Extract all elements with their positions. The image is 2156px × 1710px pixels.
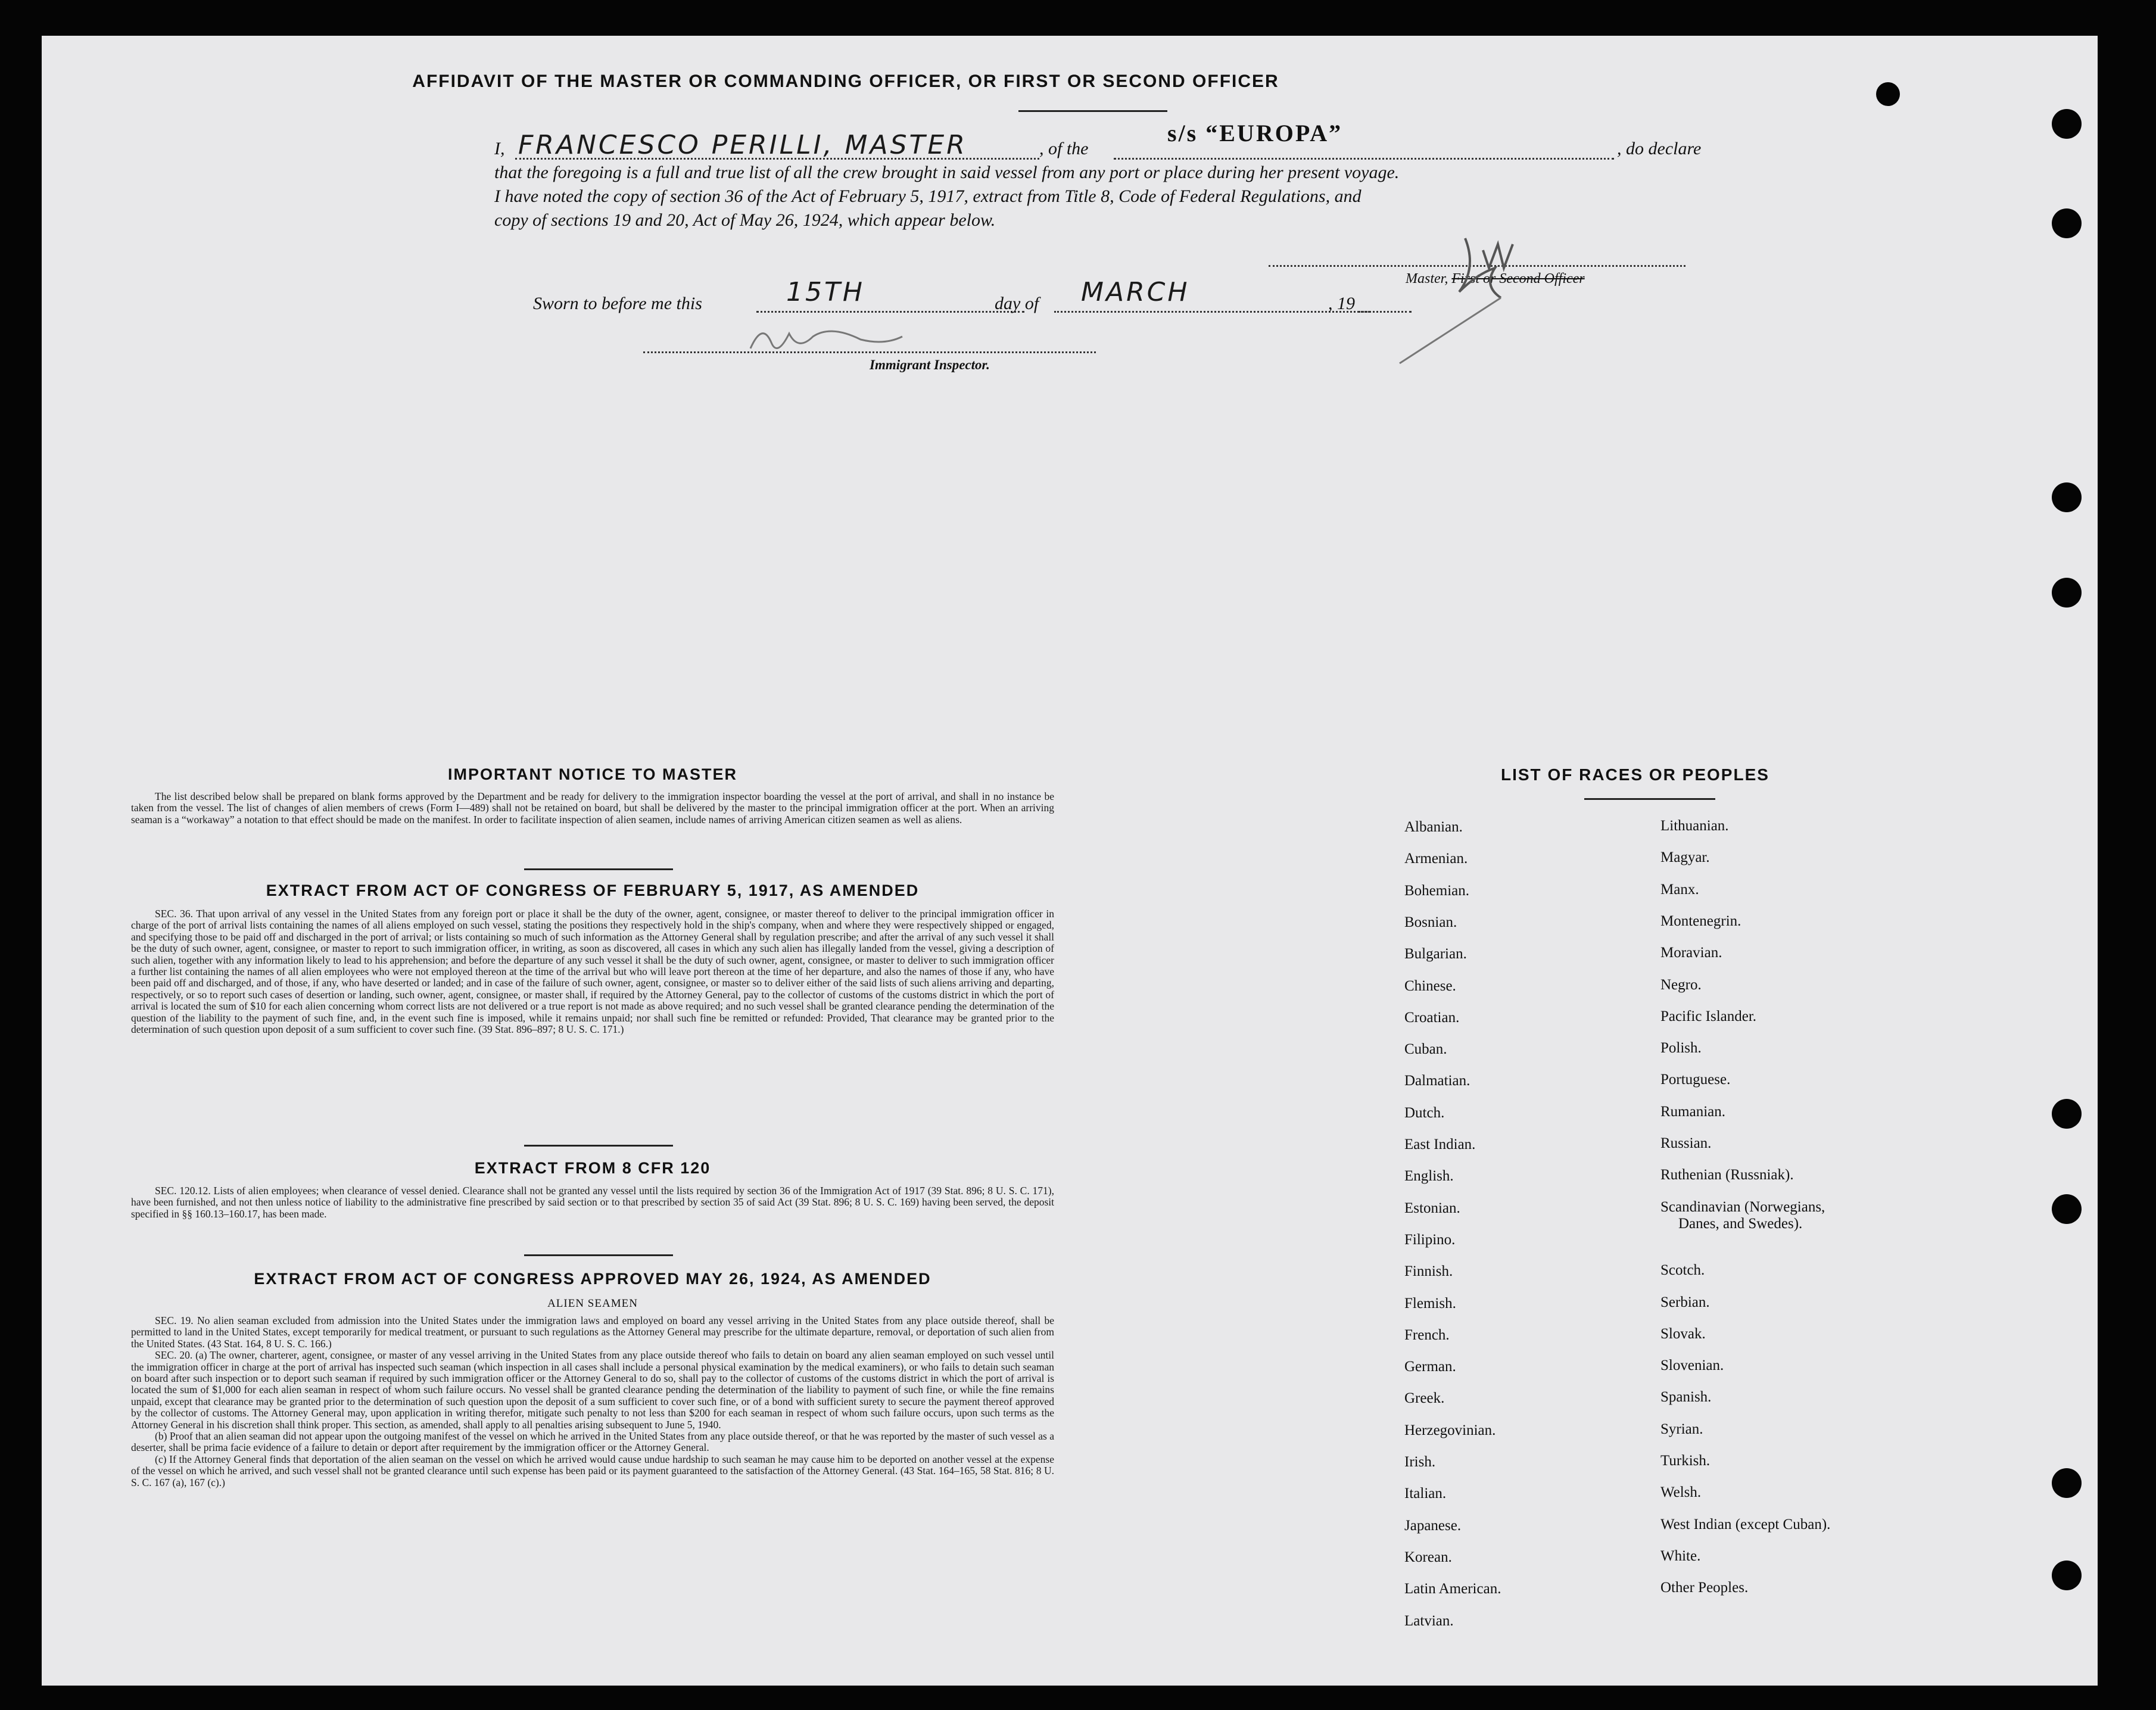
- race-item: Manx.: [1660, 881, 1699, 898]
- race-item: Korean.: [1404, 1549, 1452, 1565]
- race-item: Italian.: [1404, 1485, 1447, 1502]
- name-dotted-line: [515, 158, 1039, 160]
- binder-hole: [2052, 1099, 2082, 1129]
- race-item: Irish.: [1404, 1454, 1436, 1470]
- race-item: Portuguese.: [1660, 1072, 1731, 1088]
- race-item: Dalmatian.: [1404, 1073, 1470, 1089]
- notice-text: The list described below shall be prepared on blank forms approved by the Department and be ready for delivery to the immigration inspector boarding the vessel at the port of arrival, and shall in no instance be taken from the vessel. The list of changes of alien members of crews (Form I—489) shall not be retained on board, but shall be delivered by the master to the principal immigration officer at the port. When an arriving seaman is a “workaway” a notation to that effect should be made on the manifest. In order to facilitate inspection of alien seamen, include names of arriving American citizen seamen as well as aliens.: [131, 790, 1054, 826]
- sworn-month-handwritten: MARCH: [1081, 277, 1190, 307]
- race-item: Pacific Islander.: [1660, 1008, 1757, 1024]
- race-item: Japanese.: [1404, 1517, 1462, 1534]
- binder-hole: [2052, 1468, 2082, 1498]
- race-item: Dutch.: [1404, 1104, 1445, 1121]
- race-item: French.: [1404, 1326, 1450, 1343]
- month-dotted-line: [1054, 311, 1370, 313]
- extract-1917-body: [131, 908, 1054, 1035]
- notice-divider: [524, 868, 673, 870]
- day-dotted-line: [756, 311, 1024, 313]
- alien-seamen-subheading: ALIEN SEAMEN: [547, 1297, 638, 1310]
- document-page: [42, 36, 2098, 1686]
- race-item: West Indian (except Cuban).: [1660, 1516, 1831, 1533]
- sworn-prefix: Sworn to before me this: [533, 294, 702, 313]
- race-item: Bulgarian.: [1404, 946, 1467, 963]
- race-item: Herzegovinian.: [1404, 1422, 1496, 1438]
- binder-hole: [1876, 82, 1900, 106]
- races-divider: [1584, 798, 1715, 800]
- binder-hole: [2052, 109, 2082, 139]
- race-item: Welsh.: [1660, 1484, 1702, 1501]
- race-item: Negro.: [1660, 976, 1702, 993]
- binder-hole: [2052, 1194, 2082, 1224]
- race-item: Estonian.: [1404, 1200, 1460, 1216]
- extract-1917-divider: [524, 1145, 673, 1147]
- master-name-handwritten: FRANCESCO PERILLI, MASTER: [518, 130, 967, 160]
- race-item: Rumanian.: [1660, 1103, 1726, 1120]
- extract-cfr-text: SEC. 120.12. Lists of alien employees; when clearance of vessel denied. Clearance shall not be granted any vessel until the lists required by section 36 of the Immigration Act of 1917 (39 Stat. 896; 8 U. S. C. 171), have been furnished, and not then unless notice of liability to the administrative fine prescribed by said section or to that prescribed by section 35 of said Act (39 Stat. 896; 8 U. S. C. 169) having been served, the deposit specified in §§ 160.13–160.17, has been made.: [131, 1185, 1054, 1220]
- title-divider: [1018, 110, 1167, 112]
- master-signature: [1394, 226, 1572, 369]
- inspector-signature: [744, 316, 911, 363]
- vessel-dotted-line: [1114, 158, 1614, 160]
- race-item: Danes, and Swedes).: [1678, 1215, 1803, 1232]
- race-item: Chinese.: [1404, 977, 1456, 994]
- race-item: Armenian.: [1404, 851, 1468, 867]
- notice-body: [131, 791, 1054, 826]
- race-item: Latvian.: [1404, 1612, 1454, 1629]
- race-item: Albanian.: [1404, 819, 1463, 835]
- race-item: Croatian.: [1404, 1009, 1460, 1026]
- sworn-day-handwritten: 15TH: [786, 277, 865, 307]
- race-item: Polish.: [1660, 1040, 1702, 1057]
- binder-hole: [2052, 208, 2082, 238]
- race-item: Turkish.: [1660, 1453, 1711, 1469]
- sec-19-text: SEC. 19. No alien seaman excluded from admission into the United States under the immigration laws and employed on board any vessel arriving in the United States from any place outside thereof, shall be permitted to land in the United States, except temporarily for medical treatment, or pursuant to such regulations as the Attorney General may prescribe for the ultimate departure, removal, or deportation of such alien from the United States. (43 Stat. 164, 8 U. S. C. 166.): [131, 1315, 1054, 1350]
- race-item: Slovenian.: [1660, 1357, 1724, 1374]
- race-item: Greek.: [1404, 1390, 1445, 1407]
- notice-heading: IMPORTANT NOTICE TO MASTER: [448, 765, 737, 783]
- binder-hole: [2052, 578, 2082, 608]
- extract-cfr-body: [131, 1185, 1054, 1220]
- officer-struck-label: First or Second Officer: [1451, 271, 1585, 286]
- race-item: Slovak.: [1660, 1325, 1706, 1342]
- race-item: Bosnian.: [1404, 914, 1457, 930]
- race-item: Lithuanian.: [1660, 818, 1729, 834]
- race-item: Serbian.: [1660, 1294, 1710, 1310]
- vessel-name: s/s “EUROPA”: [1167, 120, 1343, 147]
- sec-20b-text: (b) Proof that an alien seaman did not appear upon the outgoing manifest of the vessel on which he arrived in the United States from any place outside thereof, or that he was reported by the master of such vessel as a deserter, shall be prima facie evidence of a failure to detain or deport after requirement by the immigration officer or the Attorney General.: [131, 1430, 1054, 1454]
- race-item: White.: [1660, 1547, 1701, 1564]
- race-item: Scotch.: [1660, 1262, 1705, 1279]
- extract-1924-body: [131, 1315, 1054, 1488]
- extract-1924-heading: EXTRACT FROM ACT OF CONGRESS APPROVED MAY 26, 1924, AS AMENDED: [254, 1270, 931, 1288]
- race-item: Cuban.: [1404, 1041, 1447, 1058]
- race-item: Scandinavian (Norwegians,: [1660, 1198, 1825, 1215]
- race-item: Moravian.: [1660, 945, 1722, 961]
- affidavit-line-4: copy of sections 19 and 20, Act of May 26, 1924, which appear below.: [494, 210, 996, 230]
- race-item: Spanish.: [1660, 1389, 1712, 1406]
- sec-20a-text: SEC. 20. (a) The owner, charterer, agent, consignee, or master of any vessel arriving in the United States from any place outside thereof who fails to detain on board any alien seaman employed on such vessel until the immigration officer in charge at the port of arrival has inspected such seaman (which inspection in all cases shall include a personal physical examination by the medical examiners), or who fails to detain such seaman on board after such inspection or to deport such seaman if required by such immigration officer or the Attorney General to do so, shall pay to the collector of customs of the customs district in which the port of arrival is located the sum of $1,000 for each alien seaman in respect of whom such failure occurs. No vessel shall be granted clearance pending the determination of the liability to payment of such fine, or while the fine remains unpaid, except that clearance may be granted prior to the determination of such question upon the deposit of a sum sufficient to cover such fine, or of a bond with sufficient surety to secure the payment thereof approved by the collector of customs. The Attorney General may, upon application in writing therefor, mitigate such penalty to not less than $200 for each seaman in respect of whom such failure occurs, upon such terms as the Attorney General in his discretion shall think proper. This section, as amended, shall apply to all penalties arising subsequent to June 5, 1940.: [131, 1349, 1054, 1431]
- race-item: Montenegrin.: [1660, 912, 1741, 929]
- affidavit-i-prefix: I,: [494, 139, 505, 158]
- day-of-label: day of: [995, 294, 1039, 313]
- extract-1917-text: SEC. 36. That upon arrival of any vessel in the United States from any foreign port or place it shall be the duty of the owner, agent, consignee, or master thereof to deliver to the principal immigration officer in charge of the port of arrival lists containing the names of all aliens employed on such vessel, stating the positions they respectively hold in the ship's company, when and where they were respectively shipped or engaged, and specifying those to be paid off and discharged in the port of arrival; or lists containing so much of such information as the Attorney General shall by regulation prescribe; and after the arrival of any such vessel it shall be the duty of such owner, agent, consignee, or master to report to such immigration officer, in writing, as soon as discovered, all cases in which any such alien has illegally landed from the vessel, giving a description of such alien, together with any information likely to lead to his apprehension; and before the departure of any such vessel it shall be the duty of such owner, agent, consignee, or master to deliver to such immigration officer a further list containing the names of all alien employees who were not employed thereon at the time of the arrival but who will leave port thereon at the time of her departure, and also the names of those if any, who have been paid off and discharged, and of those, if any, who have deserted or landed; and in case of the failure of such owner, agent, consignee, or master so to deliver either of the said lists of such aliens arriving and departing, respectively, or so to report such cases of desertion or landing, such owner, agent, consignee, or master shall, if required by the Attorney General, pay to the collector of customs of the customs district in which the port of arrival is located the sum of $10 for each alien concerning whom correct lists are not delivered or a true report is not made as above required; and no such vessel shall be granted clearance pending the determination of the question of the liability to the payment of such fine, and, in the event such fine is imposed, while it remains unpaid; nor shall such fine be remitted or refunded: Provided, That clearance may be granted prior to the determination of such question upon deposit of a sum sufficient to cover such fine. (39 Stat. 896–897; 8 U. S. C. 171.): [131, 908, 1054, 1036]
- race-item: Filipino.: [1404, 1231, 1456, 1248]
- master-label: Master,: [1406, 271, 1448, 286]
- extract-cfr-divider: [524, 1254, 673, 1256]
- affidavit-line-3: I have noted the copy of section 36 of the Act of February 5, 1917, extract from Title 8, Code of Federal Regulations, and: [494, 186, 1361, 206]
- binder-hole: [2052, 482, 2082, 512]
- race-item: English.: [1404, 1168, 1454, 1185]
- affidavit-title: AFFIDAVIT OF THE MASTER OR COMMANDING OFFICER, OR FIRST OR SECOND OFFICER: [412, 71, 1279, 91]
- inspector-caption: Immigrant Inspector.: [870, 357, 990, 372]
- binder-hole: [2052, 1561, 2082, 1590]
- extract-1917-heading: EXTRACT FROM ACT OF CONGRESS OF FEBRUARY 5, 1917, AS AMENDED: [266, 882, 920, 899]
- race-item: Other Peoples.: [1660, 1580, 1749, 1596]
- race-item: East Indian.: [1404, 1136, 1476, 1153]
- affidavit-line-2: that the foregoing is a full and true list of all the crew brought in said vessel from any port or place during her present voyage.: [494, 163, 1400, 182]
- race-item: Ruthenian (Russniak).: [1660, 1167, 1794, 1183]
- race-item: Russian.: [1660, 1135, 1712, 1151]
- of-the-label: , of the: [1039, 139, 1089, 158]
- extract-cfr-heading: EXTRACT FROM 8 CFR 120: [474, 1159, 711, 1177]
- sec-20c-text: (c) If the Attorney General finds that deportation of the alien seaman on the vessel on which he arrived would cause undue hardship to such seaman he may cause him to be deported on another vessel at the expense of the vessel on which he arrived, and such vessel shall not be granted clearance until such expense has been paid or its payment guaranteed to the satisfaction of the Attorney General. (43 Stat. 164–165, 58 Stat. 816; 8 U. S. C. 167 (a), 167 (c).): [131, 1453, 1054, 1488]
- race-item: Magyar.: [1660, 849, 1710, 866]
- race-item: Bohemian.: [1404, 882, 1470, 899]
- year-prefix: , 19: [1328, 294, 1355, 313]
- race-item: Finnish.: [1404, 1263, 1453, 1280]
- race-item: German.: [1404, 1359, 1456, 1375]
- race-item: Latin American.: [1404, 1581, 1501, 1597]
- race-item: Syrian.: [1660, 1421, 1703, 1437]
- do-declare-label: , do declare: [1617, 139, 1702, 158]
- race-item: Flemish.: [1404, 1295, 1456, 1312]
- races-heading: LIST OF RACES OR PEOPLES: [1501, 765, 1769, 784]
